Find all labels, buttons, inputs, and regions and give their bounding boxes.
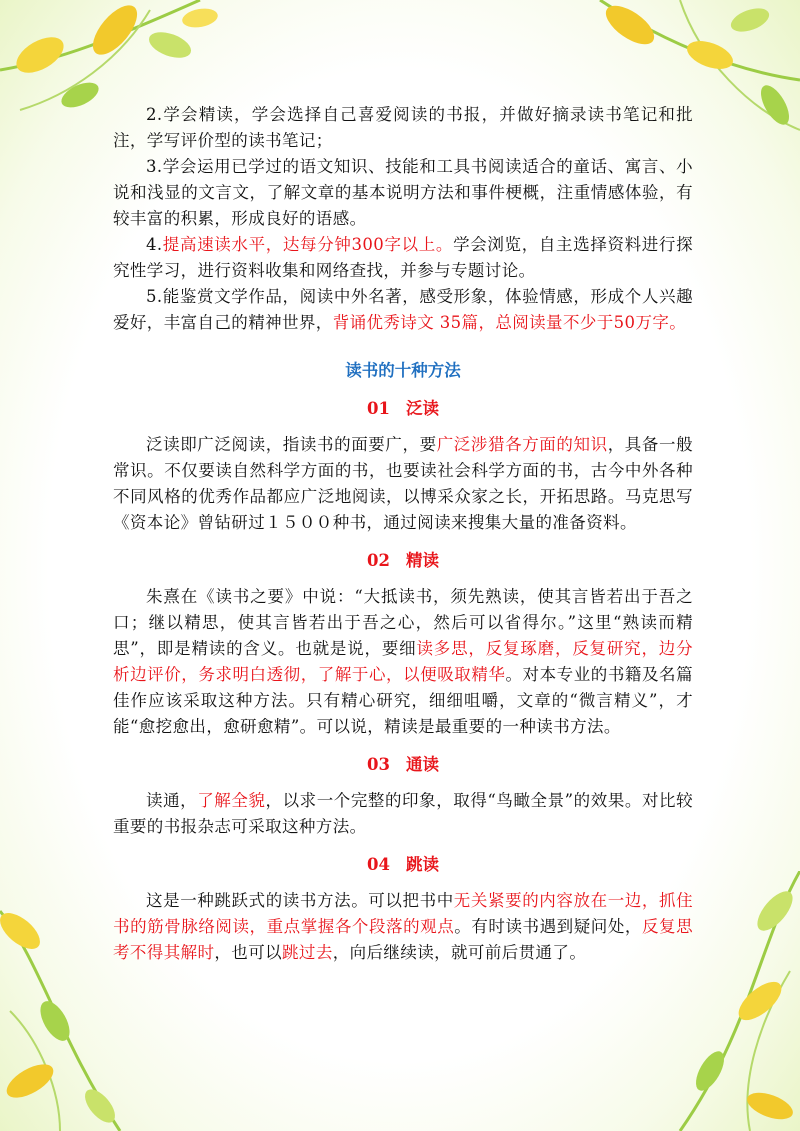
highlight-text: 读多思，反复琢磨，反复研究，边分析边评价，务求明白透彻，了解于心，以便吸取精华 (113, 639, 693, 684)
highlight-text: 提高速读水平，达每分钟300字以上。 (162, 235, 454, 254)
method-body: 朱熹在《读书之要》中说：“大抵读书，须先熟读，使其言皆若出于吾之口；继以精思，使其言皆若出于吾之心，然后可以省得尔。”这里“熟读而精思”，即是精读的含义。也就是说，要细读多思，反复琢磨，反复研究，边分析边评价，务求明白透彻，了解于心，以便吸取精华。对本专业的书籍及名篇佳作应该采取这种方法。只有精心研究，细细咀嚼，文章的“微言精义”，才能“愈挖愈出，愈研愈精”。可以说，精读是最重要的一种读书方法。 (113, 587, 694, 736)
method-body: 这是一种跳跃式的读书方法。可以把书中无关紧要的内容放在一边，抓住书的筋骨脉络阅读，重点掌握各个段落的观点。有时读书遇到疑问处，反复思考不得其解时，也可以跳过去，向后继续读，就可前后贯通了。 (113, 891, 694, 962)
document-body (113, 102, 693, 966)
method-04 (113, 852, 693, 966)
method-body: 读通，了解全貌，以求一个完整的印象，取得“鸟瞰全景”的效果。对比较重要的书报杂志可采取这种方法。 (113, 791, 693, 836)
method-heading: 02 精读 (367, 551, 439, 570)
method-01 (113, 396, 693, 536)
goal-item-5: 5.能鉴赏文学作品，阅读中外名著，感受形象，体验情感，形成个人兴趣爱好，丰富自己的精神世界，背诵优秀诗文 35篇，总阅读量不少于50万字。 (113, 287, 693, 332)
goal-item-2: 2.学会精读，学会选择自己喜爱阅读的书报，并做好摘录读书笔记和批注，学写评价型的读书笔记； (113, 105, 693, 150)
method-heading: 04 跳读 (367, 855, 439, 874)
highlight-text: 跳过去 (282, 943, 333, 962)
method-heading: 03 通读 (367, 755, 439, 774)
highlight-text: 广泛涉猎各方面的知识 (436, 435, 608, 454)
highlight-text: 无关紧要的内容放在一边，抓住书的筋骨脉络阅读，重点掌握各个段落的观点 (113, 891, 693, 936)
highlight-text: 了解全貌 (197, 791, 266, 810)
method-03 (113, 752, 693, 840)
method-02 (113, 548, 693, 740)
goal-item-4: 4.提高速读水平，达每分钟300字以上。学会浏览，自主选择资料进行探究性学习，进行资料收集和网络查找，并参与专题讨论。 (113, 235, 693, 280)
section-title: 读书的十种方法 (345, 361, 461, 380)
goal-item-3: 3.学会运用已学过的语文知识、技能和工具书阅读适合的童话、寓言、小说和浅显的文言文，了解文章的基本说明方法和事件梗概，注重情感体验，有较丰富的积累，形成良好的语感。 (113, 157, 693, 228)
method-body: 泛读即广泛阅读，指读书的面要广，要广泛涉猎各方面的知识，具备一般常识。不仅要读自然科学方面的书，也要读社会科学方面的书，古今中外各种不同风格的优秀作品都应广泛地阅读，以博采众家之长，开拓思路。马克思写《资本论》曾钻研过１５００种书，通过阅读来搜集大量的准备资料。 (113, 435, 694, 532)
reading-goals (113, 102, 693, 336)
method-heading: 01 泛读 (367, 399, 439, 418)
highlight-text: 背诵优秀诗文 35篇，总阅读量不少于50万字。 (332, 313, 687, 332)
highlight-text: 反复思考不得其解时 (113, 917, 694, 962)
